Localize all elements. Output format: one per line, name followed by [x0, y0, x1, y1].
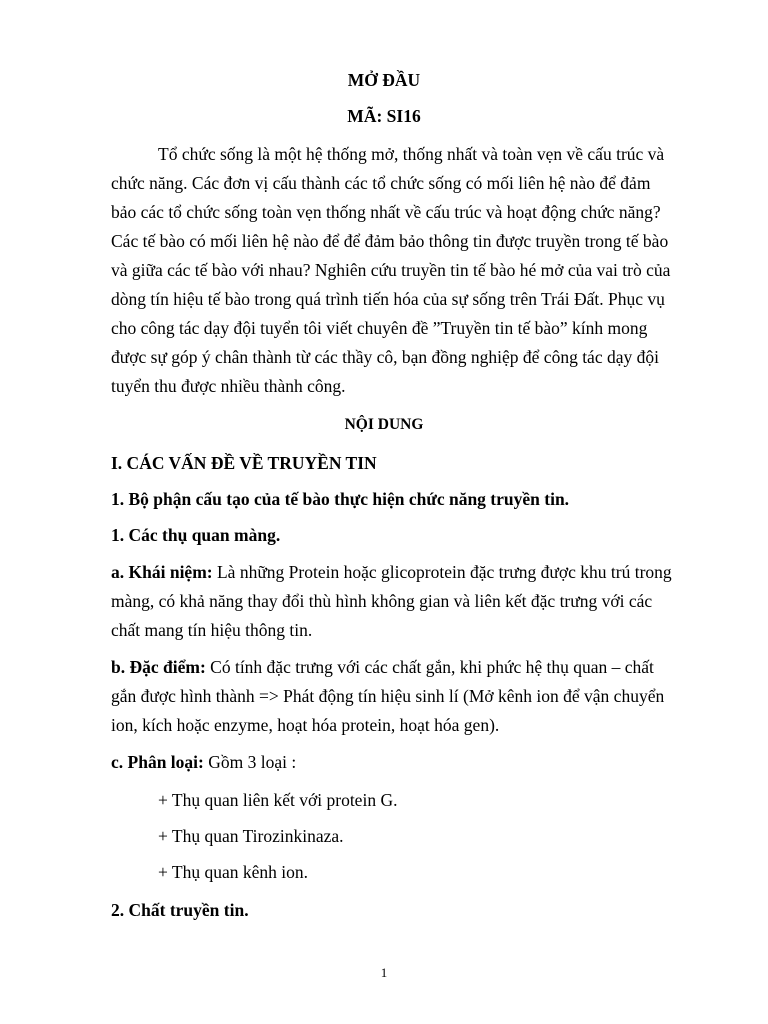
type-item: + Thụ quan kênh ion.	[158, 862, 309, 882]
intro-line: cho công tác dạy đội tuyển tôi viết chuyên đề ”Truyền tin tế bào” kính mong	[111, 318, 648, 338]
intro-line: và giữa các tế bào với nhau? Nghiên cứu truyền tin tế bào hé mở của vai trò của	[111, 260, 671, 280]
definition-text: Là những Protein hoặc glicoprotein đặc trưng được khu trú trong	[212, 562, 672, 582]
definition-paragraph	[111, 561, 672, 583]
intro-line: tuyển thu được nhiều thành công.	[111, 376, 346, 396]
intro-line: chức năng. Các đơn vị cấu thành các tổ chức sống có mối liên hệ nào để đảm	[111, 173, 651, 193]
features-paragraph	[111, 656, 654, 678]
doc-title: MỞ ĐẦU	[347, 70, 421, 90]
type-item: + Thụ quan liên kết với protein G.	[158, 790, 398, 810]
classification-paragraph	[111, 751, 296, 773]
section-heading: I. CÁC VẤN ĐỀ VỀ TRUYỀN TIN	[111, 453, 377, 473]
subsection-heading: 2. Chất truyền tin.	[111, 900, 249, 920]
subsection-heading: 1. Bộ phận cấu tạo của tế bào thực hiện chức năng truyền tin.	[111, 489, 570, 509]
intro-line: bảo các tổ chức sống toàn vẹn thống nhất về cấu trúc và hoạt động chức năng?	[111, 202, 661, 222]
doc-code: MÃ: SI16	[347, 106, 421, 126]
type-item: + Thụ quan Tirozinkinaza.	[158, 826, 344, 846]
definition-line: màng, có khả năng thay đổi thù hình không gian và liên kết đặc trưng với các	[111, 591, 653, 611]
classification-label: c. Phân loại:	[111, 752, 204, 772]
page-number: 1	[380, 965, 388, 980]
features-text: Có tính đặc trưng với các chất gắn, khi phức hệ thụ quan – chất	[205, 657, 654, 677]
intro-line: Tổ chức sống là một hệ thống mở, thống nhất và toàn vẹn về cấu trúc và	[158, 144, 665, 164]
intro-line: được sự góp ý chân thành từ các thầy cô, bạn đồng nghiệp để công tác dạy đội	[111, 347, 659, 367]
features-line: ion, kích hoặc enzyme, hoạt hóa protein, hoạt hóa gen).	[111, 715, 500, 735]
definition-label: a. Khái niệm:	[111, 562, 213, 582]
intro-line: dòng tín hiệu tế bào trong quá trình tiến hóa của sự sống trên Trái Đất. Phục vụ	[111, 289, 665, 309]
features-label: b. Đặc điểm:	[111, 657, 206, 677]
features-line: gắn được hình thành => Phát động tín hiệu sinh lí (Mở kênh ion để vận chuyển	[111, 686, 665, 706]
intro-line: Các tế bào có mối liên hệ nào để để đảm bảo thông tin được truyền trong tế bào	[111, 231, 669, 251]
subsection-heading: 1. Các thụ quan màng.	[111, 525, 281, 545]
definition-line: chất mang tín hiệu thông tin.	[111, 620, 313, 640]
classification-text: Gồm 3 loại :	[203, 752, 297, 772]
content-heading: NỘI DUNG	[344, 416, 424, 433]
